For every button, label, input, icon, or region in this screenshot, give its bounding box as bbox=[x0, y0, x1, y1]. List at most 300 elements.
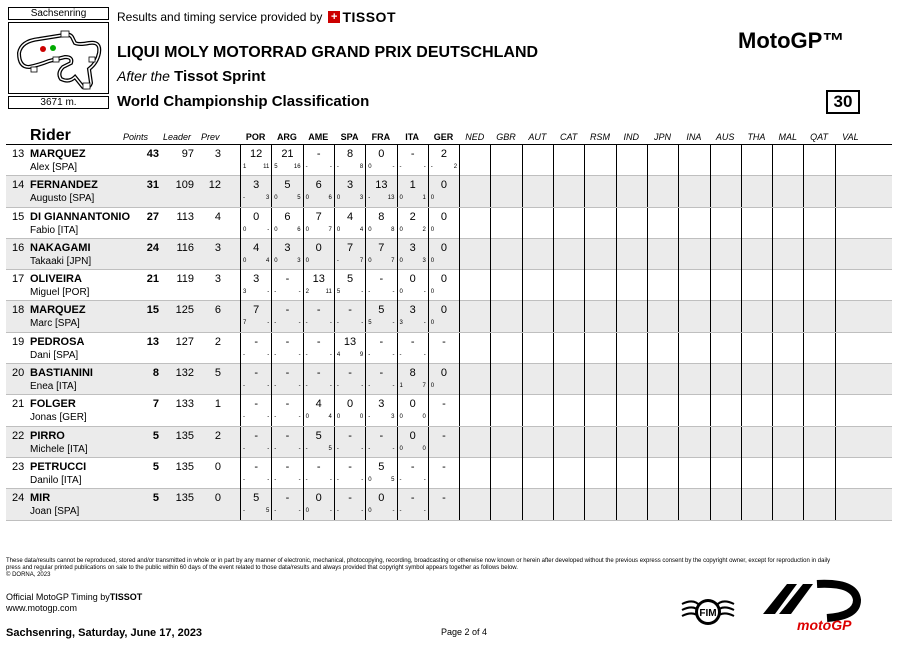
rider-last-name: FOLGER bbox=[30, 398, 76, 411]
gap-to-previous: 4 bbox=[214, 210, 221, 223]
result-cell-qat bbox=[803, 333, 834, 364]
header-race-fra: FRA bbox=[371, 132, 391, 142]
result-cell-aut bbox=[522, 270, 553, 301]
sprint-points: 0 bbox=[368, 508, 372, 515]
result-cell-rsm bbox=[584, 364, 615, 395]
result-cell-fra bbox=[365, 364, 396, 395]
grand-prix-points: 5 bbox=[265, 508, 270, 515]
sprint-points: 0 bbox=[243, 226, 247, 233]
result-cell-ned bbox=[459, 458, 490, 489]
result-cell-spa bbox=[334, 239, 365, 270]
result-cell-ame bbox=[303, 458, 334, 489]
header-prev: Prev bbox=[201, 132, 220, 142]
result-cell-aus bbox=[710, 395, 741, 426]
race-total: - bbox=[379, 367, 384, 380]
rider-last-name: OLIVEIRA bbox=[30, 273, 82, 286]
result-cell-ind bbox=[616, 270, 647, 301]
result-cell-ame bbox=[303, 364, 334, 395]
brand-title: MotoGP™ bbox=[738, 28, 845, 53]
result-cell-spa bbox=[334, 333, 365, 364]
result-cell-ina bbox=[678, 239, 709, 270]
result-cell-ita bbox=[397, 364, 428, 395]
result-cell-tha bbox=[741, 145, 772, 176]
rider-last-name: MIR bbox=[30, 492, 51, 505]
race-total: - bbox=[410, 492, 415, 505]
result-cell-ind bbox=[616, 176, 647, 207]
sprint-points: - bbox=[274, 320, 277, 327]
header-race-ina: INA bbox=[686, 132, 702, 142]
result-cell-ina bbox=[678, 270, 709, 301]
result-cell-ger bbox=[428, 333, 459, 364]
result-cell-qat bbox=[803, 489, 834, 520]
result-cell-val bbox=[835, 427, 866, 458]
fim-logo-icon bbox=[680, 590, 736, 634]
result-cell-aus bbox=[710, 145, 741, 176]
race-total: 3 bbox=[409, 241, 416, 254]
result-cell-tha bbox=[741, 301, 772, 332]
result-cell-ned bbox=[459, 395, 490, 426]
result-cell-ita bbox=[397, 333, 428, 364]
header-race-spa: SPA bbox=[340, 132, 359, 142]
result-cell-ita bbox=[397, 145, 428, 176]
result-cell-ina bbox=[678, 145, 709, 176]
result-cell-ame bbox=[303, 239, 334, 270]
grand-prix-points: - bbox=[361, 289, 364, 296]
race-total: 0 bbox=[315, 492, 322, 505]
sprint-points: 0 bbox=[430, 289, 435, 296]
sprint-points: - bbox=[368, 195, 371, 202]
race-total: 3 bbox=[253, 273, 260, 286]
race-total: - bbox=[316, 460, 321, 473]
rider-position: 20 bbox=[12, 367, 25, 380]
sprint-points: 0 bbox=[305, 257, 309, 264]
result-cell-val bbox=[835, 489, 866, 520]
race-total: - bbox=[442, 492, 446, 505]
result-cell-ger bbox=[428, 458, 459, 489]
race-total: 5 bbox=[378, 304, 385, 317]
sprint-points: 1 bbox=[243, 164, 247, 170]
sprint-points: 4 bbox=[336, 351, 341, 358]
sprint-points: - bbox=[336, 476, 339, 483]
result-cell-val bbox=[835, 176, 866, 207]
race-total: - bbox=[254, 460, 258, 473]
result-cell-ind bbox=[616, 239, 647, 270]
grand-prix-points: - bbox=[267, 383, 270, 390]
sprint-points: - bbox=[368, 289, 371, 296]
race-total: 4 bbox=[346, 210, 354, 223]
result-cell-aus bbox=[710, 270, 741, 301]
gap-to-previous: 5 bbox=[214, 367, 221, 380]
result-cell-cat bbox=[553, 270, 584, 301]
race-total: 3 bbox=[253, 179, 260, 192]
result-cell-ned bbox=[459, 145, 490, 176]
result-cell-por bbox=[240, 333, 271, 364]
result-cell-ame bbox=[303, 333, 334, 364]
result-cell-cat bbox=[553, 489, 584, 520]
result-cell-ind bbox=[616, 301, 647, 332]
sprint-points: 0 bbox=[336, 195, 341, 202]
result-cell-aus bbox=[710, 427, 741, 458]
grand-prix-points: - bbox=[298, 351, 301, 358]
result-cell-qat bbox=[803, 270, 834, 301]
header-race-rsm: RSM bbox=[589, 132, 610, 142]
result-cell-aut bbox=[522, 427, 553, 458]
grand-prix-points: - bbox=[267, 289, 270, 296]
grand-prix-points: - bbox=[361, 476, 364, 483]
result-cell-tha bbox=[741, 458, 772, 489]
result-cell-ind bbox=[616, 208, 647, 239]
rider-first-name: Enea [ITA] bbox=[30, 381, 77, 393]
grand-prix-points: - bbox=[298, 414, 301, 421]
disclaimer-text: These data/results cannot be reproduced, stored and/or transmitted in whole or in part by any manner of electronic, mechanical, photocopying, recording, broadcasting or otherwise now known or herein after developed without the previous express consent by the copyright owner, except for reproduction in daily press and regular printed publications on sale to the public within 60 days of the event related to those data/results and always provided that copyright symbol appears together as follows below. bbox=[6, 558, 831, 571]
result-cell-qat bbox=[803, 427, 834, 458]
rider-points: 5 bbox=[152, 460, 159, 473]
header-race-ned: NED bbox=[465, 132, 485, 142]
result-cell-val bbox=[835, 301, 866, 332]
gap-to-previous: 2 bbox=[214, 335, 221, 348]
result-cell-rsm bbox=[584, 395, 615, 426]
sprint-points: - bbox=[336, 508, 339, 515]
sprint-points: 0 bbox=[399, 226, 403, 233]
race-total: - bbox=[410, 148, 415, 160]
rider-last-name: MARQUEZ bbox=[30, 148, 86, 160]
sprint-points: - bbox=[336, 445, 339, 452]
result-cell-fra bbox=[365, 489, 396, 520]
result-cell-ger bbox=[428, 208, 459, 239]
rider-points: 5 bbox=[152, 429, 159, 442]
result-cell-gbr bbox=[490, 301, 521, 332]
result-cell-tha bbox=[741, 176, 772, 207]
grand-prix-points: - bbox=[267, 445, 270, 452]
grand-prix-points: - bbox=[267, 351, 270, 358]
sprint-points: 3 bbox=[243, 289, 247, 296]
result-cell-ina bbox=[678, 395, 709, 426]
sprint-points: - bbox=[274, 383, 277, 390]
result-cell-arg bbox=[271, 208, 302, 239]
sprint-points: 5 bbox=[274, 164, 278, 170]
grand-prix-points: 8 bbox=[359, 164, 364, 170]
grand-prix-points: 3 bbox=[265, 195, 270, 202]
sprint-points: - bbox=[399, 508, 402, 515]
grand-prix-points: - bbox=[361, 445, 364, 452]
result-cell-qat bbox=[803, 458, 834, 489]
sprint-points: 0 bbox=[336, 226, 341, 233]
result-cell-cat bbox=[553, 239, 584, 270]
race-total: 0 bbox=[440, 367, 447, 380]
header-race-qat: QAT bbox=[810, 132, 828, 142]
track-name: Sachsenring bbox=[8, 7, 109, 20]
race-total: 3 bbox=[346, 179, 354, 192]
sprint-points: - bbox=[368, 445, 371, 452]
sprint-points: 5 bbox=[336, 289, 341, 296]
grand-prix-points: - bbox=[329, 383, 332, 390]
sprint-points: 0 bbox=[430, 195, 435, 202]
grand-prix-points: 4 bbox=[328, 414, 332, 421]
date-line: Sachsenring, Saturday, June 17, 2023 bbox=[6, 627, 203, 639]
gap-to-previous: 1 bbox=[214, 398, 221, 411]
result-cell-val bbox=[835, 208, 866, 239]
sprint-points: - bbox=[336, 257, 339, 264]
result-cell-por bbox=[240, 395, 271, 426]
table-row bbox=[6, 145, 892, 176]
result-cell-spa bbox=[334, 395, 365, 426]
gap-to-previous: 3 bbox=[214, 241, 221, 254]
table-row bbox=[6, 489, 892, 520]
result-cell-jpn bbox=[647, 395, 678, 426]
rider-points: 21 bbox=[146, 273, 159, 286]
race-total: - bbox=[254, 367, 258, 380]
race-total: 5 bbox=[346, 273, 354, 286]
sprint-points: 0 bbox=[399, 289, 403, 296]
result-cell-ita bbox=[397, 301, 428, 332]
result-cell-ger bbox=[428, 427, 459, 458]
sprint-points: 0 bbox=[430, 383, 435, 390]
result-cell-gbr bbox=[490, 208, 521, 239]
grand-prix-points: - bbox=[423, 351, 426, 358]
rider-position: 23 bbox=[12, 460, 25, 473]
result-cell-aut bbox=[522, 489, 553, 520]
rider-first-name: Miguel [POR] bbox=[30, 287, 90, 299]
table-row bbox=[6, 333, 892, 364]
grand-prix-points: 11 bbox=[263, 164, 270, 170]
event-title: LIQUI MOLY MOTORRAD GRAND PRIX DEUTSCHLAND bbox=[117, 44, 539, 61]
grand-prix-points: 0 bbox=[422, 414, 426, 421]
result-cell-rsm bbox=[584, 176, 615, 207]
sprint-points: 3 bbox=[399, 320, 403, 327]
grand-prix-points: - bbox=[267, 226, 270, 233]
header-race-aus: AUS bbox=[715, 132, 735, 142]
rider-last-name: PETRUCCI bbox=[30, 460, 87, 473]
result-cell-rsm bbox=[584, 458, 615, 489]
race-total: - bbox=[442, 429, 446, 442]
race-total: 3 bbox=[378, 398, 385, 411]
rider-position: 19 bbox=[12, 335, 25, 348]
result-cell-aus bbox=[710, 208, 741, 239]
result-cell-ned bbox=[459, 208, 490, 239]
gap-to-previous: 3 bbox=[214, 273, 221, 286]
header-rider: Rider bbox=[30, 127, 71, 144]
rider-points: 43 bbox=[146, 148, 159, 160]
result-cell-spa bbox=[334, 301, 365, 332]
result-cell-ned bbox=[459, 239, 490, 270]
result-cell-por bbox=[240, 239, 271, 270]
result-cell-spa bbox=[334, 364, 365, 395]
result-cell-gbr bbox=[490, 270, 521, 301]
grand-prix-points: - bbox=[329, 508, 332, 515]
result-cell-aut bbox=[522, 458, 553, 489]
sprint-points: 0 bbox=[430, 320, 435, 327]
result-cell-qat bbox=[803, 364, 834, 395]
table-row bbox=[6, 395, 892, 426]
result-cell-gbr bbox=[490, 489, 521, 520]
result-cell-ind bbox=[616, 333, 647, 364]
race-total: 6 bbox=[284, 210, 291, 223]
grand-prix-points: - bbox=[329, 320, 332, 327]
result-cell-jpn bbox=[647, 176, 678, 207]
rider-last-name: NAKAGAMI bbox=[30, 241, 91, 254]
grand-prix-points: 4 bbox=[265, 257, 270, 264]
grand-prix-points: - bbox=[392, 445, 395, 452]
race-total: 5 bbox=[315, 429, 322, 442]
result-cell-aut bbox=[522, 145, 553, 176]
rider-points: 8 bbox=[152, 367, 159, 380]
rider-first-name: Michele [ITA] bbox=[30, 443, 88, 455]
table-row bbox=[6, 176, 892, 207]
race-total: - bbox=[285, 460, 290, 473]
result-cell-ind bbox=[616, 364, 647, 395]
result-cell-qat bbox=[803, 145, 834, 176]
result-cell-rsm bbox=[584, 489, 615, 520]
sprint-points: - bbox=[399, 164, 402, 170]
result-cell-por bbox=[240, 301, 271, 332]
grand-prix-points: 3 bbox=[391, 414, 395, 421]
race-total: 1 bbox=[409, 179, 416, 192]
grand-prix-points: - bbox=[392, 383, 395, 390]
rider-position: 18 bbox=[12, 304, 25, 317]
result-cell-rsm bbox=[584, 239, 615, 270]
gap-to-leader: 135 bbox=[175, 429, 194, 442]
race-total: 0 bbox=[315, 241, 322, 254]
race-total: 0 bbox=[378, 492, 385, 505]
result-cell-tha bbox=[741, 239, 772, 270]
result-cell-gbr bbox=[490, 427, 521, 458]
result-cell-fra bbox=[365, 270, 396, 301]
grand-prix-points: 5 bbox=[328, 445, 332, 452]
sprint-points: 0 bbox=[274, 257, 278, 264]
header-race-arg: ARG bbox=[276, 132, 297, 142]
sprint-points: - bbox=[399, 351, 402, 358]
rider-position: 16 bbox=[12, 241, 25, 254]
result-cell-mal bbox=[772, 208, 803, 239]
result-cell-mal bbox=[772, 333, 803, 364]
gap-to-leader: 119 bbox=[176, 273, 194, 286]
result-cell-ned bbox=[459, 427, 490, 458]
rider-first-name: Augusto [SPA] bbox=[30, 193, 95, 205]
grand-prix-points: - bbox=[361, 508, 364, 515]
sprint-points: - bbox=[243, 195, 245, 202]
result-cell-rsm bbox=[584, 208, 615, 239]
gap-to-leader: 133 bbox=[175, 398, 194, 411]
result-cell-rsm bbox=[584, 301, 615, 332]
result-cell-ame bbox=[303, 145, 334, 176]
race-total: - bbox=[316, 335, 321, 348]
gap-to-leader: 135 bbox=[175, 460, 194, 473]
grand-prix-points: 7 bbox=[328, 226, 332, 233]
result-cell-arg bbox=[271, 301, 302, 332]
result-cell-ina bbox=[678, 458, 709, 489]
header-race-mal: MAL bbox=[778, 132, 797, 142]
result-cell-ind bbox=[616, 427, 647, 458]
result-cell-por bbox=[240, 364, 271, 395]
result-cell-aut bbox=[522, 395, 553, 426]
grand-prix-points: 3 bbox=[297, 257, 301, 264]
grand-prix-points: 16 bbox=[293, 164, 301, 170]
disclaimer bbox=[6, 558, 836, 579]
grand-prix-points: 9 bbox=[359, 351, 364, 358]
header-race-ger: GER bbox=[433, 132, 454, 142]
result-cell-aus bbox=[710, 489, 741, 520]
result-cell-aut bbox=[522, 208, 553, 239]
result-cell-aut bbox=[522, 239, 553, 270]
rider-first-name: Dani [SPA] bbox=[30, 349, 79, 361]
sprint-points: 0 bbox=[399, 257, 403, 264]
result-cell-cat bbox=[553, 333, 584, 364]
grand-prix-points: 3 bbox=[359, 195, 364, 202]
session-prefix: After the bbox=[117, 68, 170, 84]
tissot-logo bbox=[328, 9, 396, 25]
result-cell-jpn bbox=[647, 301, 678, 332]
grand-prix-points: 7 bbox=[422, 383, 426, 390]
grand-prix-points: - bbox=[423, 289, 426, 296]
sprint-points: 5 bbox=[368, 320, 372, 327]
result-cell-qat bbox=[803, 301, 834, 332]
result-cell-fra bbox=[365, 176, 396, 207]
result-cell-mal bbox=[772, 427, 803, 458]
race-total: 3 bbox=[284, 241, 291, 254]
header-race-gbr: GBR bbox=[496, 132, 516, 142]
result-cell-rsm bbox=[584, 270, 615, 301]
result-cell-cat bbox=[553, 301, 584, 332]
rider-last-name: MARQUEZ bbox=[30, 304, 86, 317]
race-total: 6 bbox=[315, 179, 322, 192]
result-cell-ita bbox=[397, 208, 428, 239]
rider-points: 5 bbox=[152, 492, 159, 505]
race-total: - bbox=[442, 460, 446, 473]
result-cell-val bbox=[835, 458, 866, 489]
result-cell-ger bbox=[428, 270, 459, 301]
race-total: 0 bbox=[253, 210, 260, 223]
sprint-points: - bbox=[336, 320, 339, 327]
gap-to-previous: 2 bbox=[214, 429, 221, 442]
result-cell-por bbox=[240, 458, 271, 489]
rider-points: 13 bbox=[146, 335, 159, 348]
table-row bbox=[6, 458, 892, 489]
timing-credit bbox=[6, 592, 142, 614]
result-cell-mal bbox=[772, 458, 803, 489]
sprint-points: - bbox=[336, 383, 339, 390]
result-cell-arg bbox=[271, 458, 302, 489]
gap-to-leader: 127 bbox=[175, 335, 194, 348]
result-cell-ind bbox=[616, 489, 647, 520]
gap-to-previous: 12 bbox=[208, 179, 221, 192]
rider-first-name: Fabio [ITA] bbox=[30, 224, 79, 236]
header-race-ame: AME bbox=[308, 132, 329, 142]
grand-prix-points: - bbox=[298, 320, 301, 327]
sprint-points: - bbox=[243, 445, 245, 452]
sprint-points: 0 bbox=[336, 414, 341, 421]
race-total: - bbox=[348, 460, 352, 473]
result-cell-fra bbox=[365, 333, 396, 364]
grand-prix-points: 0 bbox=[422, 445, 426, 452]
result-cell-spa bbox=[334, 489, 365, 520]
sprint-points: - bbox=[368, 414, 371, 421]
result-cell-mal bbox=[772, 301, 803, 332]
sprint-points: 0 bbox=[430, 226, 435, 233]
race-total: - bbox=[316, 304, 321, 317]
race-total: 0 bbox=[409, 429, 416, 442]
result-cell-ger bbox=[428, 145, 459, 176]
result-cell-aut bbox=[522, 333, 553, 364]
rider-position: 22 bbox=[12, 429, 25, 442]
grand-prix-points: - bbox=[298, 289, 301, 296]
result-cell-ger bbox=[428, 489, 459, 520]
result-cell-jpn bbox=[647, 239, 678, 270]
grand-prix-points: - bbox=[298, 383, 301, 390]
result-cell-arg bbox=[271, 145, 302, 176]
result-cell-ame bbox=[303, 208, 334, 239]
race-total: - bbox=[348, 304, 352, 317]
sprint-points: - bbox=[305, 351, 308, 358]
